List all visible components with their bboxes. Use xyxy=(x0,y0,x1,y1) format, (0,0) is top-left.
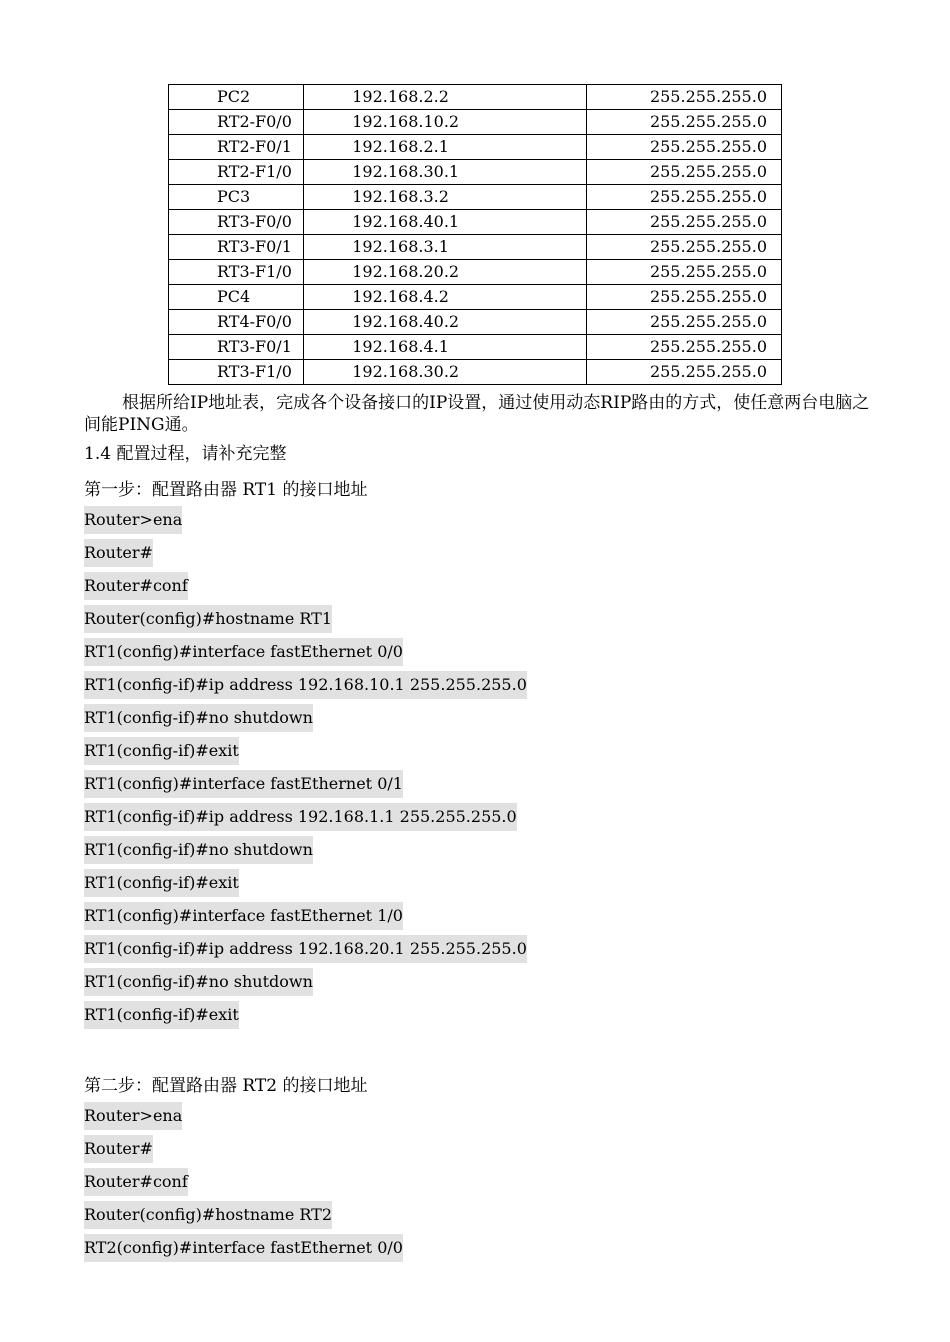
table-row xyxy=(169,135,782,160)
device-cell: RT3-F0/1 xyxy=(169,235,304,260)
code-line-text: RT1(config-if)#no shutdown xyxy=(84,968,313,996)
subnet-mask-cell: 255.255.255.0 xyxy=(586,235,781,260)
code-line-text: RT1(config-if)#ip address 192.168.20.1 255.255.255.0 xyxy=(84,935,527,963)
code-line-text: RT1(config-if)#exit xyxy=(84,869,239,897)
code-line-text: Router>ena xyxy=(84,506,182,534)
code-line-text: RT1(config-if)#no shutdown xyxy=(84,836,313,864)
table-row xyxy=(169,160,782,185)
subnet-mask-cell: 255.255.255.0 xyxy=(586,335,781,360)
subnet-mask-cell: 255.255.255.0 xyxy=(586,185,781,210)
device-cell: PC4 xyxy=(169,285,304,310)
table-row xyxy=(169,210,782,235)
subnet-mask-cell: 255.255.255.0 xyxy=(586,260,781,285)
code-line xyxy=(84,1132,153,1165)
code-line xyxy=(84,1198,332,1231)
ip-address-table xyxy=(168,84,782,385)
code-line xyxy=(84,965,313,998)
subnet-mask-cell: 255.255.255.0 xyxy=(586,160,781,185)
code-line-text: RT1(config)#interface fastEthernet 0/1 xyxy=(84,770,403,798)
ip-address-cell: 192.168.30.1 xyxy=(304,160,586,185)
device-cell: PC3 xyxy=(169,185,304,210)
code-line xyxy=(84,899,403,932)
code-line-text: Router(config)#hostname RT2 xyxy=(84,1201,332,1229)
subnet-mask-cell: 255.255.255.0 xyxy=(586,135,781,160)
device-cell: PC2 xyxy=(169,85,304,110)
device-cell: RT3-F1/0 xyxy=(169,260,304,285)
ip-address-cell: 192.168.3.1 xyxy=(304,235,586,260)
ip-address-cell: 192.168.10.2 xyxy=(304,110,586,135)
ip-address-cell: 192.168.3.2 xyxy=(304,185,586,210)
table-row xyxy=(169,310,782,335)
code-line-text: Router#conf xyxy=(84,1168,188,1196)
step2-heading: 第二步：配置路由器 RT2 的接口地址 xyxy=(84,1076,368,1096)
code-line xyxy=(84,569,188,602)
code-line xyxy=(84,1099,182,1132)
device-cell: RT4-F0/0 xyxy=(169,310,304,335)
ip-address-cell: 192.168.40.2 xyxy=(304,310,586,335)
code-line xyxy=(84,866,239,899)
device-cell: RT3-F1/0 xyxy=(169,360,304,385)
section-heading: 1.4 配置过程，请补充完整 xyxy=(84,444,287,464)
table-row xyxy=(169,85,782,110)
code-line-text: RT1(config)#interface fastEthernet 0/0 xyxy=(84,638,403,666)
code-line xyxy=(84,800,517,833)
code-line xyxy=(84,536,153,569)
subnet-mask-cell: 255.255.255.0 xyxy=(586,360,781,385)
device-cell: RT3-F0/1 xyxy=(169,335,304,360)
code-line xyxy=(84,635,403,668)
table-row xyxy=(169,185,782,210)
table-row xyxy=(169,360,782,385)
code-line-text: Router>ena xyxy=(84,1102,182,1130)
table-row xyxy=(169,335,782,360)
device-cell: RT2-F0/1 xyxy=(169,135,304,160)
code-line-text: RT1(config-if)#exit xyxy=(84,737,239,765)
code-line-text: Router# xyxy=(84,1135,153,1163)
code-line xyxy=(84,1165,188,1198)
table-row xyxy=(169,285,782,310)
ip-address-cell: 192.168.2.2 xyxy=(304,85,586,110)
subnet-mask-cell: 255.255.255.0 xyxy=(586,85,781,110)
table-row xyxy=(169,235,782,260)
ip-address-cell: 192.168.4.2 xyxy=(304,285,586,310)
code-line-text: RT1(config-if)#no shutdown xyxy=(84,704,313,732)
subnet-mask-cell: 255.255.255.0 xyxy=(586,310,781,335)
code-line xyxy=(84,701,313,734)
ip-address-cell: 192.168.2.1 xyxy=(304,135,586,160)
code-line xyxy=(84,932,527,965)
subnet-mask-cell: 255.255.255.0 xyxy=(586,285,781,310)
code-line xyxy=(84,998,239,1031)
code-line xyxy=(84,767,403,800)
code-line xyxy=(84,503,182,536)
table-row xyxy=(169,110,782,135)
code-line xyxy=(84,668,527,701)
device-cell: RT2-F1/0 xyxy=(169,160,304,185)
intro-paragraph: 根据所给IP地址表，完成各个设备接口的IP设置，通过使用动态RIP路由的方式，使任意两台电脑之间能PING通。 xyxy=(84,393,870,435)
ip-address-cell: 192.168.20.2 xyxy=(304,260,586,285)
step1-heading: 第一步：配置路由器 RT1 的接口地址 xyxy=(84,480,368,500)
code-line xyxy=(84,734,239,767)
ip-address-cell: 192.168.4.1 xyxy=(304,335,586,360)
code-line-text: Router# xyxy=(84,539,153,567)
device-cell: RT2-F0/0 xyxy=(169,110,304,135)
code-line xyxy=(84,602,332,635)
subnet-mask-cell: 255.255.255.0 xyxy=(586,110,781,135)
subnet-mask-cell: 255.255.255.0 xyxy=(586,210,781,235)
code-line-text: RT1(config-if)#ip address 192.168.1.1 255.255.255.0 xyxy=(84,803,517,831)
ip-address-table-body xyxy=(169,85,782,385)
code-line-text: RT1(config-if)#exit xyxy=(84,1001,239,1029)
code-line-text: Router#conf xyxy=(84,572,188,600)
code-line xyxy=(84,833,313,866)
ip-address-cell: 192.168.40.1 xyxy=(304,210,586,235)
ip-address-cell: 192.168.30.2 xyxy=(304,360,586,385)
code-line-text: RT1(config-if)#ip address 192.168.10.1 255.255.255.0 xyxy=(84,671,527,699)
code-line-text: RT1(config)#interface fastEthernet 1/0 xyxy=(84,902,403,930)
code-line-text: Router(config)#hostname RT1 xyxy=(84,605,332,633)
code-line-text: RT2(config)#interface fastEthernet 0/0 xyxy=(84,1234,403,1262)
table-row xyxy=(169,260,782,285)
device-cell: RT3-F0/0 xyxy=(169,210,304,235)
code-line xyxy=(84,1231,403,1264)
